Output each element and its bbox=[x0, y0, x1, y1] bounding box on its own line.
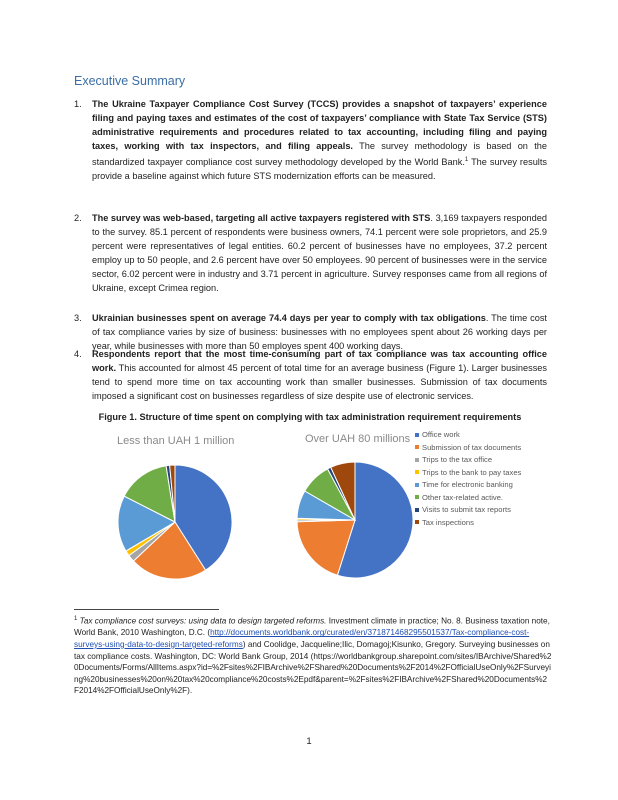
paragraph-bold-lead: The survey was web-based, targeting all active taxpayers registered with STS bbox=[92, 213, 431, 223]
legend-item bbox=[415, 480, 535, 490]
legend-item bbox=[415, 443, 535, 453]
paragraph-text: . 3,169 taxpayers responded to the survey. 85.1 percent of respondents were business owners, 74.1 percent were sole proprietors, and 25.9 percent were representatives of legal entities. 60.2 percent of businesses have no employees, 37.2 percent employ up to 50 people, and 2.6 percent have over 50 employees. 90 percent of businesses were in the service sector, 6.02 percent were in industry and 3.71 percent in agriculture. Survey responses came from all regions of Ukraine, except Crimea region. bbox=[92, 213, 547, 293]
legend-item bbox=[415, 468, 535, 478]
paragraph-bold-lead: The Ukraine Taxpayer Compliance Cost Survey (TCCS) provides a snapshot of taxpayers’ experience filing and paying taxes and estimates of the cost of taxpayers’ compliance with State Tax Service (STS) administrative requirements and procedures related to tax accounting, including filing and paying taxes, working with tax inspectors, and filing appeals. bbox=[92, 99, 547, 151]
legend-label: Office work bbox=[422, 430, 460, 439]
footnote-text-continued: ) and Coolidge, Jacqueline;Ilic, Domagoj;Kisunko, Gregory. Surveying businesses on tax compliance costs. Washington, DC: World Bank Group, 2014 (https://worldbankgroup.sharepoint.com/sites/IBArchive/Shared%20Documents/Forms/AllItems.aspx?id=%2Fsites%2FIBArchive%2FShared%20Documents%2F2014%2FOfficialUseOnly%2FSurveying%20businesses%20on%20tax%20compliance%20costs%2Epdf&parent=%2Fsites%2FIBArchive%2FShared%20Documents%2F2014%2FOfficialUseOnly%2F). bbox=[74, 639, 552, 696]
paragraph-text: The survey methodology is based on the standardized taxpayer compliance cost survey methodology developed by the World Bank. bbox=[92, 141, 547, 168]
paragraph-number: 3. bbox=[74, 313, 82, 323]
legend-label: Tax inspections bbox=[422, 517, 474, 527]
legend-item bbox=[415, 455, 535, 465]
legend-label: Submission of tax documents bbox=[422, 442, 522, 452]
paragraph-text-continued: The survey results provide a baseline against which future STS modernization efforts can be measured. bbox=[92, 157, 547, 182]
page-number: 1 bbox=[306, 736, 312, 747]
legend-label: Time for electronic banking bbox=[422, 480, 513, 489]
legend-item bbox=[415, 493, 535, 503]
chart-title-large: Over UAH 80 millions bbox=[305, 433, 411, 445]
legend-label: Trips to the bank to pay taxes bbox=[422, 467, 522, 477]
paragraph-number: 4. bbox=[74, 349, 82, 359]
section-heading: Executive Summary bbox=[74, 74, 186, 88]
paragraph-number: 2. bbox=[74, 213, 82, 223]
paragraph-number: 1. bbox=[74, 99, 82, 109]
chart-title-small: Less than UAH 1 million bbox=[117, 435, 235, 447]
legend-swatch bbox=[415, 445, 419, 449]
legend-swatch bbox=[415, 433, 419, 437]
paragraph-bold-lead: Respondents report that the most time-consuming part of tax compliance was tax accounting office work. bbox=[92, 349, 547, 373]
paragraph-text: . The time cost of tax compliance varies by size of business: businesses with no employees spent about 26 working days per year, while businesses with more than 50 employes spent 400 working days. bbox=[92, 313, 547, 351]
footnote-link[interactable]: http://documents.worldbank.org/curated/en/371871468295501537/Tax-compliance-cost-surveys-using-data-to-design-targeted-reforms bbox=[74, 628, 530, 649]
legend-label: Other tax-related active. bbox=[422, 492, 504, 502]
paragraph-bold-lead: Ukrainian businesses spent on average 74.4 days per year to comply with tax obligations bbox=[92, 313, 486, 323]
footnote-text: Investment climate in practice; No. 8. Business taxation note, World Bank, 2010 Washington, D.C. ( bbox=[74, 616, 550, 638]
footnote-marker: 1 bbox=[74, 616, 78, 622]
footnote-title: Tax compliance cost surveys: using data to design targeted reforms. bbox=[79, 616, 327, 626]
paragraph-text: This accounted for almost 45 percent of total time for an average business (Figure 1). Larger businesses tend to spend more time on tax accounting work than smaller businesses. Submission of tax documents imposed a significant cost on businesses regardless of size despite use of electronic services. bbox=[92, 363, 547, 401]
legend-label: Visits to submit tax reports bbox=[422, 505, 511, 514]
legend-label: Trips to the tax office bbox=[422, 455, 493, 464]
legend-swatch bbox=[415, 495, 419, 499]
legend-swatch bbox=[415, 458, 419, 462]
legend-swatch bbox=[415, 520, 419, 524]
legend-item bbox=[415, 518, 535, 528]
footnote-ref[interactable]: 1 bbox=[464, 157, 469, 163]
footnote-separator bbox=[74, 609, 219, 610]
legend-swatch bbox=[415, 470, 419, 474]
legend-swatch bbox=[415, 483, 419, 487]
chart-legend bbox=[415, 430, 535, 530]
legend-swatch bbox=[415, 508, 419, 512]
footnote bbox=[74, 614, 552, 697]
legend-item bbox=[415, 430, 535, 440]
legend-item bbox=[415, 505, 535, 515]
figure-title: Figure 1. Structure of time spent on complying with tax administration requirement requirements bbox=[98, 412, 522, 422]
